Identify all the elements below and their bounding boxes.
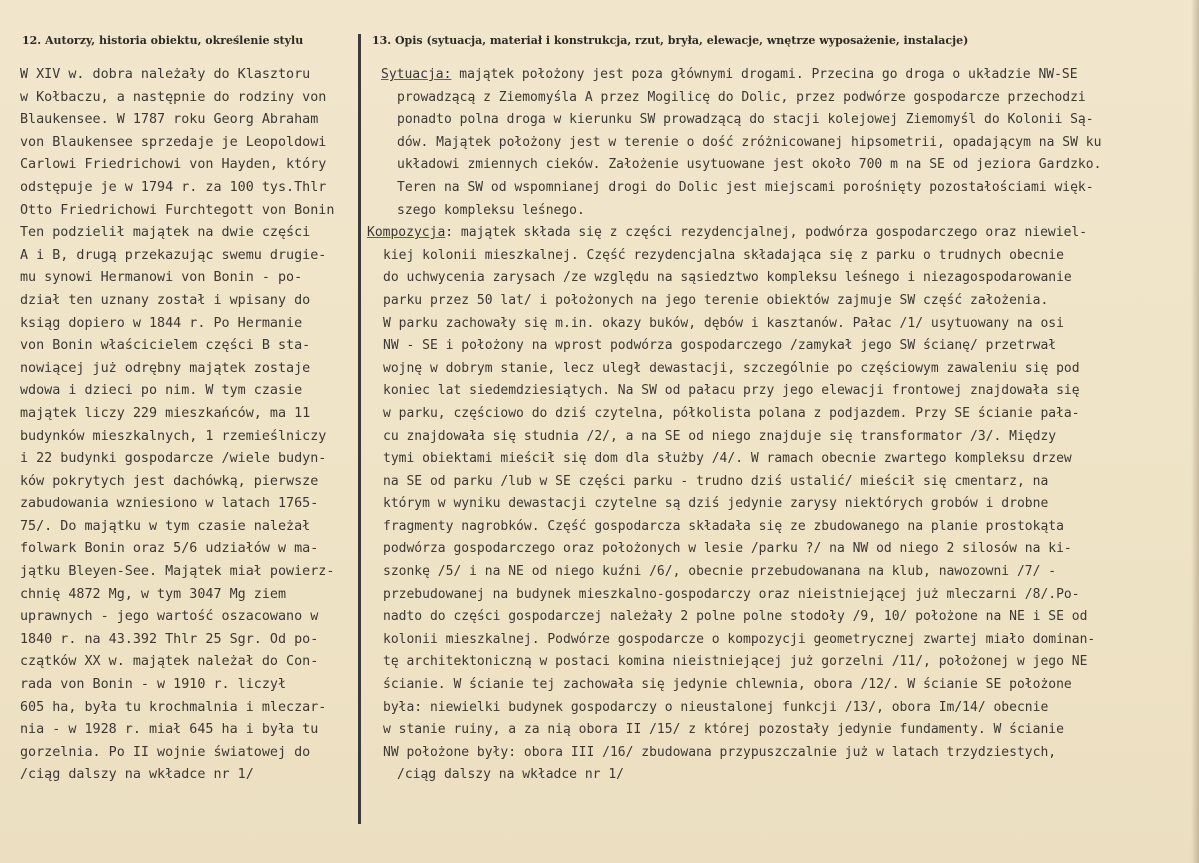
left-column-header: 12. Autorzy, historia obiektu, określenie stylu (22, 34, 304, 47)
description-line-text: : majątek składa się z części rezydencjalnej, podwórza gospodarczego oraz niewiel- (445, 225, 1088, 241)
history-line: Carlowi Friedrichowi von Hayden, który (20, 157, 327, 173)
description-line-text: majątek położony jest poza głównymi drogami. Przecina go droga o układzie NW-SE (451, 67, 1078, 82)
description-line: NW położone były: obora III /16/ zbudowana przypuszczalnie już w latach trzydziestych, (383, 744, 1057, 760)
history-line: uprawnych - jego wartość oszacowano w (20, 609, 319, 625)
kompozycja-paragraph-start (367, 222, 1195, 245)
history-line: budynków mieszkalnych, 1 rzemieślniczy (20, 428, 327, 444)
description-line: kiej kolonii mieszkalnej. Część rezydencjalna składająca się z parku o trudnych obecnie (383, 247, 1064, 263)
description-line: fragmenty nagrobków. Część gospodarcza składała się ze zbudowanego na planie prostokąta (383, 518, 1064, 534)
right-column-header: 13. Opis (sytuacja, materiał i konstrukcja, rzut, bryła, elewacje, wnętrze wyposażenie, instalacje) (372, 34, 969, 47)
column-divider (358, 34, 361, 824)
history-line: von Blaukensee sprzedaje je Leopoldowi (20, 134, 327, 150)
history-line: ksiąg dopiero w 1844 r. Po Hermanie (20, 315, 303, 331)
description-line: była: niewielki budynek gospodarczy o nieustalonej funkcji /13/, obora Im/14/ obecnie (383, 699, 1049, 715)
history-line: dział ten uznany został i wpisany do (20, 292, 311, 308)
history-line: i 22 budynki gospodarcze /wiele budyn- (20, 451, 327, 467)
description-line: którym w wyniku dewastacji czytelne są dziś jedynie zarysy niektórych grobów i drobne (383, 496, 1049, 512)
kompozycja-label: Kompozycja (367, 225, 446, 241)
history-line: rada von Bonin - w 1910 r. liczył (20, 677, 287, 693)
history-line: Ten podzielił majątek na dwie części (20, 225, 311, 241)
history-line: 1840 r. na 43.392 Thlr 25 Sgr. Od po- (20, 631, 319, 647)
description-line: na SE od parku /lub w SE części parku - trudno dziś ustalić/ mieścił się cmentarz, na (383, 473, 1049, 489)
history-line: zabudowania wzniesiono w latach 1765- (20, 496, 319, 512)
history-line: nowiącej już odrębny majątek zostaje (20, 360, 311, 376)
history-line: 605 ha, była tu krochmalnia i mleczar- (20, 699, 327, 715)
description-line: nadto do części gospodarczej należały 2 polne polne stodoły /9, 10/ położone na NE i SE od (383, 609, 1088, 625)
history-line: ków pokrytych jest dachówką, pierwsze (20, 473, 319, 489)
history-line: odstępuje je w 1794 r. za 100 tys.Thlr (20, 179, 327, 195)
description-line: koniec lat siedemdziesiątych. Na SW od pałacu przy jego elewacji frontowej znajdowała się (383, 383, 1080, 399)
description-line: ponadto polna droga w kierunku SW prowadzącą do stacji kolejowej Ziemomyśl do Kolonii Są- (397, 112, 1094, 128)
history-line: majątek liczy 229 mieszkańców, ma 11 (20, 405, 311, 421)
history-line: czątków XX w. majątek należał do Con- (20, 654, 319, 670)
history-line: Otto Friedrichowi Furchtegott von Bonin (20, 202, 335, 218)
history-line: chnię 4872 Mg, w tym 3047 Mg ziem (20, 586, 287, 602)
history-line: wdowa i dzieci po nim. W tym czasie (20, 383, 303, 399)
description-line: do uchwycenia zarysach /ze względu na sąsiedztwo kompleksu leśnego i niezagospodarowanie (383, 270, 1072, 286)
description-line: kolonii mieszkalnej. Podwórze gospodarcze o kompozycji geometrycznej zwartej miało dominan- (383, 631, 1096, 647)
description-text (367, 64, 1195, 787)
history-line: nia - w 1928 r. miał 645 ha i była tu (20, 722, 319, 738)
description-line: tę architektoniczną w postaci komina nieistniejącej już gorzelni /11/, położonej w jego NE (383, 654, 1088, 670)
description-line: cu znajdowała się studnia /2/, a na SE od niego znajduje się transformator /3/. Między (383, 428, 1057, 444)
history-line: 75/. Do majątku w tym czasie należał (20, 518, 311, 534)
history-line: A i B, drugą przekazując swemu drugie- (20, 247, 327, 263)
history-line: W XIV w. dobra należały do Klasztoru (20, 67, 311, 82)
history-line: jątku Bleyen-See. Majątek miał powierz- (20, 564, 335, 580)
description-line: ścianie. W ścianie tej zachowała się jedynie chlewnia, obora /12/. W ścianie SE położone (383, 677, 1072, 693)
description-line: podwórza gospodarczego oraz położonych w lesie /parku ?/ na NW od niego 2 silosów na ki- (383, 541, 1072, 557)
description-line: szego kompleksu leśnego. (397, 202, 585, 218)
description-line: parku przez 50 lat/ i położonych na jego terenie obiektów zajmuje SW część założenia. (383, 292, 1049, 308)
description-line: układowi zmiennych cieków. Założenie usytuowane jest około 700 m na SE od jeziora Gardzko. (397, 157, 1102, 173)
history-text (20, 64, 356, 787)
description-line: dów. Majątek położony jest w terenie o dość zróżnicowanej hipsometrii, opadającym na SW ku (397, 134, 1102, 150)
history-line: Blaukensee. W 1787 roku Georg Abraham (20, 112, 319, 128)
description-line: tymi obiektami mieścił się dom dla służby /4/. W ramach obecnie zwartego kompleksu drzew (383, 451, 1072, 467)
continuation-note: /ciąg dalszy na wkładce nr 1/ (20, 767, 254, 783)
history-line: gorzelnia. Po II wojnie światowej do (20, 744, 311, 760)
description-line: w parku, częściowo do dziś czytelna, półkolista polana z podjazdem. Przy SE ścianie pała- (383, 405, 1080, 421)
description-line: wojnę w dobrym stanie, lecz uległ dewastacji, szczególnie po częściowym zawaleniu się pod (383, 360, 1080, 376)
description-line: szonkę /5/ i na NE od niego kuźni /6/, obecnie przebudowanana na klub, nawozowni /7/ - (383, 564, 1057, 580)
history-line: folwark Bonin oraz 5/6 udziałów w ma- (20, 541, 319, 557)
sytuacja-paragraph-start (367, 64, 1195, 87)
description-line: NW - SE i położony na wprost podwórza gospodarczego /zamykał jego SW ścianę/ przetrwał (383, 338, 1057, 354)
continuation-note: /ciąg dalszy na wkładce nr 1/ (397, 767, 624, 783)
history-line: mu synowi Hermanowi von Bonin - po- (20, 270, 303, 286)
history-line: von Bonin właścicielem części B sta- (20, 338, 311, 354)
description-line: w stanie ruiny, a za nią obora II /15/ z której pozostały jedynie fundamenty. W ścianie (383, 722, 1064, 738)
sytuacja-label: Sytuacja: (381, 67, 452, 82)
description-line: prowadzącą z Ziemomyśla A przez Mogilicę do Dolic, przez podwórze gospodarcze przechodzi (397, 89, 1086, 105)
history-line: w Kołbaczu, a następnie do rodziny von (20, 89, 327, 105)
description-line: Teren na SW od wspomnianej drogi do Dolic jest miejscami porośnięty pozostałościami więk- (397, 179, 1094, 195)
description-line: W parku zachowały się m.in. okazy buków, dębów i kasztanów. Pałac /1/ usytuowany na osi (383, 315, 1064, 331)
description-line: przebudowanej na budynek mieszkalno-gospodarczy oraz nieistniejącej już mleczarni /8/.Po- (383, 586, 1080, 602)
